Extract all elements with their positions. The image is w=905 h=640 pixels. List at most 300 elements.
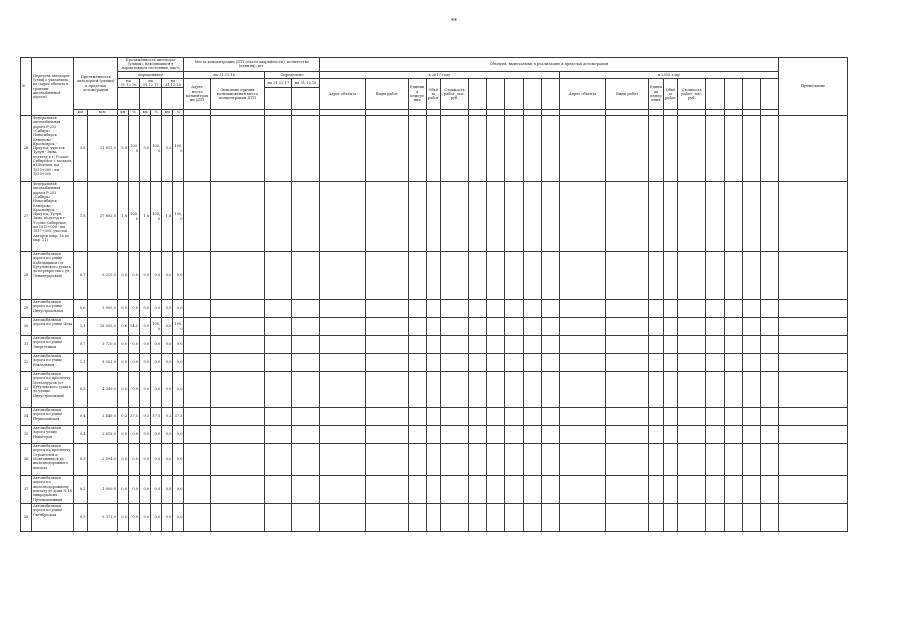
empty-cell <box>606 408 648 426</box>
empty-cell <box>663 426 677 444</box>
length-m: 8 051,0 <box>87 354 117 372</box>
empty-cell <box>469 444 487 476</box>
length-km: 0,7 <box>74 336 87 354</box>
empty-cell <box>487 252 505 300</box>
empty-cell <box>760 426 778 444</box>
length-m: 3 900,0 <box>87 300 117 318</box>
empty-cell <box>319 372 365 408</box>
empty-cell <box>487 444 505 476</box>
empty-cell <box>210 116 265 182</box>
empty-cell <box>210 372 265 408</box>
empty-cell <box>265 182 292 252</box>
normative-value: 0,0 <box>162 444 173 476</box>
header-volume-2018: Объём работ <box>663 78 677 109</box>
empty-cell <box>319 476 365 504</box>
empty-cell <box>440 300 468 318</box>
empty-cell <box>366 354 408 372</box>
empty-cell <box>366 408 408 426</box>
empty-cell <box>440 252 468 300</box>
empty-cell <box>487 476 505 504</box>
normative-value: 0,0 <box>151 252 162 300</box>
header-cost-2018: Стоимость работ, тыс. руб. <box>678 78 706 109</box>
empty-cell <box>724 116 742 182</box>
table-row <box>21 318 848 336</box>
normative-value: 0,0 <box>173 444 184 476</box>
normative-value: 0,2 <box>162 408 173 426</box>
empty-cell <box>779 354 848 372</box>
normative-value: 0,0 <box>128 336 139 354</box>
normative-value: 0,0 <box>117 426 128 444</box>
empty-cell <box>292 336 319 354</box>
empty-cell <box>606 318 648 336</box>
empty-cell <box>606 300 648 318</box>
empty-cell <box>706 336 724 354</box>
empty-cell <box>663 116 677 182</box>
empty-cell <box>541 372 559 408</box>
empty-cell <box>408 372 426 408</box>
empty-cell <box>426 354 440 372</box>
road-name: Автомобильная дорога по проспекту Строителей и Монтажников до железнодорожного вокзала <box>32 444 74 476</box>
empty-cell <box>678 444 706 476</box>
normative-value: 0,0 <box>117 300 128 318</box>
empty-cell <box>760 336 778 354</box>
empty-cell <box>426 504 440 532</box>
empty-cell <box>742 408 760 426</box>
normative-value: 0,0 <box>162 504 173 532</box>
empty-cell <box>724 252 742 300</box>
empty-cell <box>505 426 523 444</box>
empty-cell <box>724 504 742 532</box>
length-km: 0,4 <box>74 408 87 426</box>
empty-cell <box>366 372 408 408</box>
row-number: 27 <box>21 182 32 252</box>
empty-cell <box>408 354 426 372</box>
empty-cell <box>541 116 559 182</box>
empty-cell <box>440 426 468 444</box>
empty-cell <box>779 300 848 318</box>
normative-value: 0,0 <box>162 318 173 336</box>
empty-cell <box>505 504 523 532</box>
empty-cell <box>469 426 487 444</box>
empty-cell <box>678 116 706 182</box>
empty-cell <box>678 252 706 300</box>
empty-cell <box>426 116 440 182</box>
empty-cell <box>742 476 760 504</box>
empty-cell <box>469 116 487 182</box>
empty-cell <box>541 444 559 476</box>
empty-cell <box>742 426 760 444</box>
road-name: Автомобильная дорога по проспекту Металлургов (от Кутуловского тракта до улицы Индустриальная) <box>32 372 74 408</box>
row-number: 34 <box>21 408 32 426</box>
row-number: 28 <box>21 252 32 300</box>
empty-cell <box>559 476 605 504</box>
empty-cell <box>408 182 426 252</box>
header-date-2017: на 31.12.17 <box>140 78 162 87</box>
empty-cell <box>319 408 365 426</box>
normative-value: 1,8 <box>162 182 173 252</box>
empty-cell <box>606 372 648 408</box>
empty-cell <box>678 336 706 354</box>
empty-cell <box>408 116 426 182</box>
empty-cell <box>663 354 677 372</box>
empty-cell <box>366 300 408 318</box>
empty-cell <box>440 504 468 532</box>
normative-value: 0,0 <box>128 252 139 300</box>
normative-value: 100,0 <box>173 182 184 252</box>
normative-value: 0,0 <box>162 252 173 300</box>
empty-cell <box>184 300 210 318</box>
header-unit-2017: Единица измерения <box>408 78 426 109</box>
empty-cell <box>724 426 742 444</box>
empty-cell <box>523 444 541 476</box>
empty-cell <box>541 408 559 426</box>
empty-cell <box>663 372 677 408</box>
normative-value: 0,6 <box>117 318 128 336</box>
header-normative-sub: нормативное <box>117 71 184 78</box>
length-m: 5 371,0 <box>87 504 117 532</box>
empty-cell <box>541 252 559 300</box>
empty-cell <box>678 300 706 318</box>
empty-cell <box>469 372 487 408</box>
empty-cell <box>760 116 778 182</box>
empty-cell <box>426 252 440 300</box>
empty-cell <box>742 444 760 476</box>
normative-value: 0,0 <box>117 504 128 532</box>
table-row <box>21 476 848 504</box>
length-km: 1,1 <box>74 318 87 336</box>
normative-value: 0,0 <box>140 336 151 354</box>
empty-cell <box>292 252 319 300</box>
length-km: 1,1 <box>74 354 87 372</box>
normative-value: 0,2 <box>140 408 151 426</box>
empty-cell <box>210 504 265 532</box>
normative-value: 0,0 <box>151 444 162 476</box>
road-name: Автомобильная дорога по улице Вокзальная <box>32 354 74 372</box>
empty-cell <box>760 408 778 426</box>
empty-cell <box>724 182 742 252</box>
header-normative-group: Протяжённость автодорог (улицы), находящихся в нормативном состоянии, км/% <box>117 58 184 72</box>
empty-cell <box>469 336 487 354</box>
table-body <box>21 116 848 532</box>
empty-cell <box>426 372 440 408</box>
empty-cell <box>469 182 487 252</box>
empty-cell <box>292 426 319 444</box>
empty-cell <box>706 372 724 408</box>
normative-value: 0,0 <box>128 444 139 476</box>
empty-cell <box>648 476 663 504</box>
normative-value: 0,0 <box>140 318 151 336</box>
empty-cell <box>559 318 605 336</box>
empty-cell <box>523 354 541 372</box>
empty-cell <box>606 444 648 476</box>
empty-cell <box>706 426 724 444</box>
empty-cell <box>292 408 319 426</box>
normative-value: 0,0 <box>162 354 173 372</box>
empty-cell <box>706 252 724 300</box>
empty-cell <box>440 116 468 182</box>
empty-cell <box>742 116 760 182</box>
empty-cell <box>779 408 848 426</box>
empty-cell <box>292 476 319 504</box>
normative-value: 100,0 <box>173 116 184 182</box>
header-length: Протяжённость автодороги (улицы) в пределах агломерации <box>74 58 117 110</box>
normative-value: 1,8 <box>140 182 151 252</box>
empty-cell <box>648 116 663 182</box>
empty-cell <box>678 426 706 444</box>
empty-cell <box>319 116 365 182</box>
empty-cell <box>779 182 848 252</box>
empty-cell <box>742 252 760 300</box>
normative-value: 0,0 <box>117 336 128 354</box>
empty-cell <box>523 504 541 532</box>
table-row <box>21 504 848 532</box>
empty-cell <box>184 252 210 300</box>
empty-cell <box>559 426 605 444</box>
empty-cell <box>760 182 778 252</box>
empty-cell <box>541 300 559 318</box>
empty-cell <box>648 182 663 252</box>
empty-cell <box>505 116 523 182</box>
empty-cell <box>292 300 319 318</box>
length-m: 2 446,0 <box>87 408 117 426</box>
empty-cell <box>426 336 440 354</box>
empty-cell <box>663 318 677 336</box>
empty-cell <box>319 252 365 300</box>
length-km: 1,8 <box>74 182 87 252</box>
header-dtp-status: Определено <box>265 71 320 78</box>
empty-cell <box>541 476 559 504</box>
header-date-2016: на 31.12.16 <box>117 78 139 87</box>
empty-cell <box>426 444 440 476</box>
empty-cell <box>760 476 778 504</box>
length-km: 0,6 <box>74 300 87 318</box>
normative-value: 0,0 <box>162 476 173 504</box>
empty-cell <box>210 300 265 318</box>
empty-cell <box>523 252 541 300</box>
empty-cell <box>210 336 265 354</box>
empty-cell <box>319 444 365 476</box>
length-km: 0,7 <box>74 252 87 300</box>
empty-cell <box>265 252 292 300</box>
empty-cell <box>487 300 505 318</box>
header-dtp-2018: на 31.12.18 <box>292 78 319 87</box>
report-table: № Перечень автодорог (улиц) с указанием их (адрес объекта и границы автомобильной дороги) Протяжённость автодороги (улицы) в пределах агломерации Протяжённость автодорог (улицы), находящихся в нормативном состоянии, км/% Места концентрации ДТП (очаги аварийности), количество (единиц), шт. Объекты, включаемые в реализацию в пределах агломерации Примечание нормативное на 31.12.16 Определено в 2017 году в 2018 году на 31.12.16 на 31.12.17 на 31.12.18 Адрес места концентрации ДТП Описание причин возникновения места концентрации ДТП на 31.12.17 на 31.12.18 Адрес объекта Виды работ Единица измерения Объём работ Стоимость работ, тыс. руб. Адрес объекта Виды работ Единица измерения Объём работ Стоимость работ, тыс. руб. км м/м км % км % км % 26 Федеральная автомобильная дорога Р-255 «Сибирь» Новосибирск - Кемерово - Красноярск - Иркутск, участок Тулун - Зима, подъезд к г. Усолье-Сибирское с заездом в Шелехов, км 1815+000 - км 1819+000 3,8 11 613,0 3,8 100,0 0,0 100,0 0,0 100,0 27 Федеральная автомобильная дорога Р-255 «Сибирь» Новосибирск - Кемерово - Красноярск - Иркутск, Тулун, Зима, подъезд к г. Усолье-Сибирское, км 1815+000 - км 1817+000, участок Ангарск (мкр. 16 до мкр. 21) 1,8 27 682,5 1,8 100,0 1,8 100,0 1,8 100,0 28 Автомобильная дорога по улице Кабельщиков (от Кутуловского тракта до перекрестка с ул. Ленинградская) 0,7 5 210,5 0,0 0,0 0,0 0,0 0,0 0,0 29 Автомобильная дорога по улице Индустриальная 0,6 3 900,0 0,0 0,0 0,0 0,0 0,0 0,0 30 Автомобильная дорога по улице Цеха 1,1 16 050,0 0,6 54,5 0,0 100,0 0,0 100,0 31 Автомобильная дорога по улице Энергетиков 0,7 3 720,0 0,0 0,0 0,0 0,0 0,0 0,0 32 Автомобильная дорога по улице Вокзальная 1,1 8 051,0 0,0 0,0 0,0 0,0 0,0 0,0 33 Автомобильная дорога по проспекту Металлургов (от Кутуловского тракта до улицы Индустриальная) 0,5 4 349,0 0,0 0,0 0,0 0,0 0,0 0,0 34 Автомобильная дорога по улице Первомайская 0,4 2 446,0 0,2 37,5 0,2 37,5 0,2 37,5 35 Автомобильная дорога улице Новаторов 0,4 2 618,0 0,0 0,0 0,0 0,0 0,0 0,0 36 Автомобильная дорога по проспекту Строителей и Монтажников до железнодорожного вокзала 0,3 2 394,0 0,0 0,0 0,0 0,0 0,0 0,0 37 Автомобильная дорога по железнодорожному вокзалу до дома № 18 микрорайона Промышленный 0,2 1 000,0 0,0 0,0 0,0 0,0 0,0 0,0 38 Автомобильная дорога по улице Октябрьская 0,9 5 371,0 0,0 0,0 0,0 0,0 0,0 0,0 <box>20 57 848 532</box>
normative-value: 0,0 <box>128 476 139 504</box>
length-m: 2 394,0 <box>87 444 117 476</box>
empty-cell <box>505 300 523 318</box>
empty-cell <box>265 354 292 372</box>
normative-value: 0,0 <box>128 372 139 408</box>
empty-cell <box>559 408 605 426</box>
header-unit-m: м/м <box>87 110 117 116</box>
empty-cell <box>184 426 210 444</box>
empty-cell <box>366 476 408 504</box>
empty-cell <box>779 252 848 300</box>
header-dtp-causes: Описание причин возникновения места концентрации ДТП <box>210 78 265 109</box>
empty-cell <box>426 426 440 444</box>
length-km: 3,8 <box>74 116 87 182</box>
empty-cell <box>366 182 408 252</box>
empty-cell <box>505 444 523 476</box>
empty-cell <box>648 426 663 444</box>
empty-cell <box>408 444 426 476</box>
table-row <box>21 372 848 408</box>
empty-cell <box>523 476 541 504</box>
empty-cell <box>760 372 778 408</box>
empty-cell <box>648 408 663 426</box>
empty-cell <box>760 354 778 372</box>
empty-cell <box>366 504 408 532</box>
normative-value: 100,0 <box>173 318 184 336</box>
empty-cell <box>210 354 265 372</box>
length-km: 0,2 <box>74 476 87 504</box>
normative-value: 0,0 <box>140 354 151 372</box>
empty-cell <box>523 116 541 182</box>
empty-cell <box>408 504 426 532</box>
empty-cell <box>678 318 706 336</box>
empty-cell <box>184 372 210 408</box>
normative-value: 100,0 <box>151 318 162 336</box>
empty-cell <box>184 408 210 426</box>
length-m: 3 720,0 <box>87 336 117 354</box>
header-year-2017: в 2017 году <box>319 71 559 78</box>
normative-value: 100,0 <box>151 182 162 252</box>
empty-cell <box>184 354 210 372</box>
length-km: 0,9 <box>74 504 87 532</box>
road-name: Автомобильная дорога улице Новаторов <box>32 426 74 444</box>
empty-cell <box>469 252 487 300</box>
empty-cell <box>724 300 742 318</box>
empty-cell <box>265 116 292 182</box>
empty-cell <box>779 444 848 476</box>
empty-cell <box>779 426 848 444</box>
empty-cell <box>678 504 706 532</box>
road-name: Автомобильная дорога по улице Цеха <box>32 318 74 336</box>
empty-cell <box>319 318 365 336</box>
empty-cell <box>265 300 292 318</box>
empty-cell <box>706 476 724 504</box>
normative-value: 100,0 <box>128 182 139 252</box>
empty-cell <box>408 476 426 504</box>
normative-value: 3,8 <box>117 116 128 182</box>
empty-cell <box>742 372 760 408</box>
empty-cell <box>523 408 541 426</box>
empty-cell <box>210 182 265 252</box>
empty-cell <box>559 252 605 300</box>
header-works-2017: Виды работ <box>366 78 408 109</box>
empty-cell <box>319 426 365 444</box>
empty-cell <box>487 372 505 408</box>
empty-cell <box>440 182 468 252</box>
empty-cell <box>319 336 365 354</box>
empty-cell <box>505 354 523 372</box>
empty-cell <box>559 336 605 354</box>
normative-value: 54,5 <box>128 318 139 336</box>
empty-cell <box>505 252 523 300</box>
empty-cell <box>760 504 778 532</box>
empty-cell <box>408 408 426 426</box>
normative-value: 1,8 <box>117 182 128 252</box>
header-cost-2017: Стоимость работ, тыс. руб. <box>440 78 468 109</box>
empty-cell <box>706 444 724 476</box>
normative-value: 0,0 <box>151 354 162 372</box>
empty-cell <box>210 318 265 336</box>
header-date-2018: на 31.12.18 <box>162 78 184 87</box>
empty-cell <box>678 408 706 426</box>
empty-cell <box>366 116 408 182</box>
empty-cell <box>760 300 778 318</box>
empty-cell <box>210 426 265 444</box>
normative-value: 0,0 <box>162 372 173 408</box>
table-row <box>21 336 848 354</box>
empty-cell <box>678 476 706 504</box>
header-dtp-address: Адрес места концентрации ДТП <box>184 78 210 109</box>
row-number: 35 <box>21 426 32 444</box>
empty-cell <box>505 476 523 504</box>
empty-cell <box>319 182 365 252</box>
row-number: 26 <box>21 116 32 182</box>
empty-cell <box>366 318 408 336</box>
length-km: 0,3 <box>74 444 87 476</box>
normative-value: 0,0 <box>173 300 184 318</box>
empty-cell <box>440 354 468 372</box>
table-row <box>21 252 848 300</box>
empty-cell <box>559 116 605 182</box>
empty-cell <box>559 300 605 318</box>
empty-cell <box>606 504 648 532</box>
empty-cell <box>366 336 408 354</box>
empty-cell <box>541 426 559 444</box>
empty-cell <box>523 426 541 444</box>
empty-cell <box>523 318 541 336</box>
empty-cell <box>505 372 523 408</box>
empty-cell <box>440 476 468 504</box>
empty-cell <box>760 252 778 300</box>
empty-cell <box>648 318 663 336</box>
normative-value: 0,0 <box>151 336 162 354</box>
empty-cell <box>292 318 319 336</box>
empty-cell <box>559 182 605 252</box>
normative-value: 0,0 <box>140 372 151 408</box>
empty-cell <box>440 408 468 426</box>
header-unit-km: км <box>74 110 87 116</box>
empty-cell <box>292 182 319 252</box>
normative-value: 0,0 <box>173 336 184 354</box>
length-m: 16 050,0 <box>87 318 117 336</box>
table-row <box>21 300 848 318</box>
normative-value: 0,0 <box>151 504 162 532</box>
empty-cell <box>663 300 677 318</box>
empty-cell <box>265 504 292 532</box>
normative-value: 0,0 <box>140 504 151 532</box>
empty-cell <box>724 444 742 476</box>
table-row <box>21 426 848 444</box>
empty-cell <box>184 116 210 182</box>
empty-cell <box>505 336 523 354</box>
empty-cell <box>426 182 440 252</box>
empty-cell <box>606 354 648 372</box>
header-works-2018: Виды работ <box>606 78 648 109</box>
empty-cell <box>678 354 706 372</box>
empty-cell <box>706 408 724 426</box>
empty-cell <box>742 354 760 372</box>
empty-cell <box>292 372 319 408</box>
normative-value: 0,0 <box>140 426 151 444</box>
normative-value: 37,5 <box>128 408 139 426</box>
normative-value: 37,5 <box>173 408 184 426</box>
empty-cell <box>265 426 292 444</box>
normative-value: 0,0 <box>162 426 173 444</box>
